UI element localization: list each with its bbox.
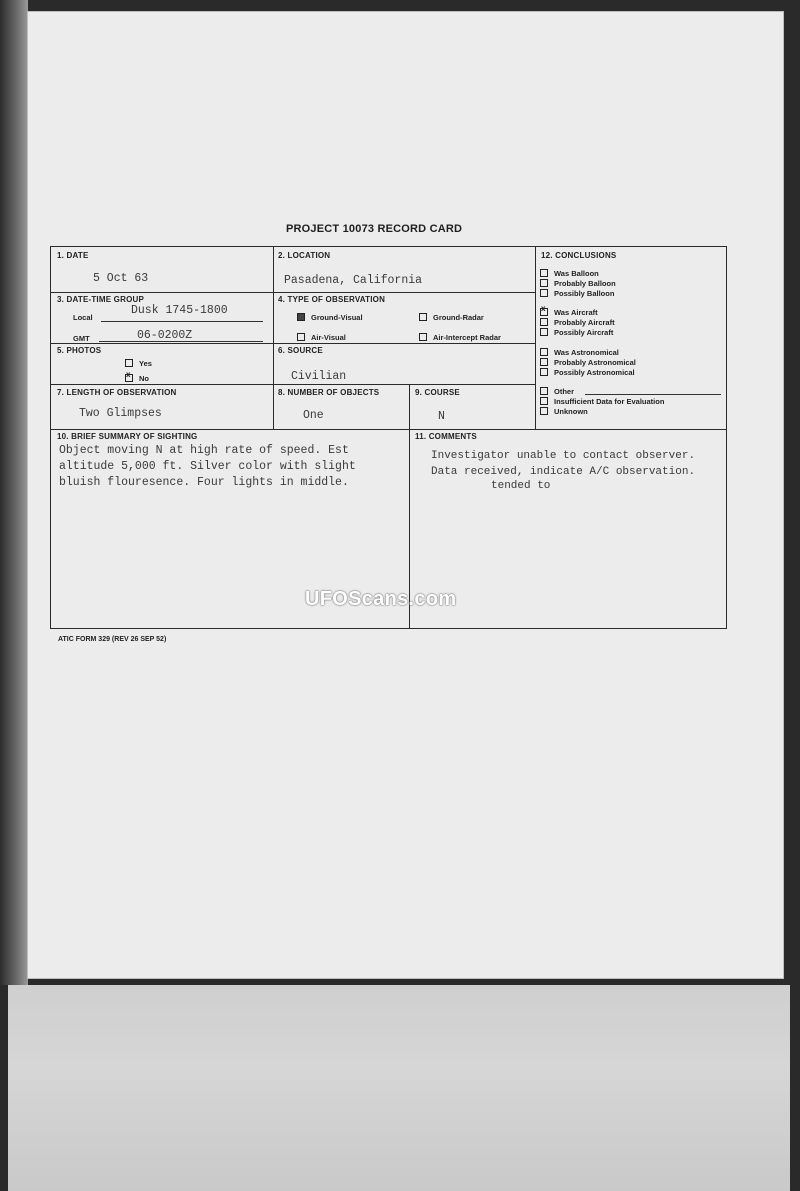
summary-line: Object moving N at high rate of speed. Est (59, 444, 349, 457)
conclusion-item: xWas Aircraft (540, 308, 598, 318)
type-of-observation-label: 4. TYPE OF OBSERVATION (278, 295, 386, 304)
photos-yes-option: Yes (125, 359, 152, 368)
air-visual-option: Air-Visual (297, 333, 346, 342)
comment-line: Data received, indicate A/C observation. (431, 466, 696, 478)
conclusion-item: Probably Aircraft (540, 318, 615, 328)
number-of-objects-label: 8. NUMBER OF OBJECTS (278, 388, 380, 397)
comment-line: Investigator unable to contact observer. (431, 450, 696, 462)
gmt-value: 06-0200Z (137, 329, 193, 342)
conclusion-item: Possibly Aircraft (540, 328, 613, 338)
conclusion-checkbox (540, 348, 548, 356)
conclusion-item: Possibly Astronomical (540, 368, 635, 378)
summary-label: 10. BRIEF SUMMARY OF SIGHTING (57, 432, 198, 441)
conclusion-item: Was Astronomical (540, 348, 619, 358)
location-label: 2. LOCATION (278, 251, 331, 260)
location-value: Pasadena, California (284, 274, 423, 287)
course-value: N (438, 410, 445, 423)
ground-radar-checkbox (419, 313, 427, 321)
length-value: Two Glimpses (79, 407, 162, 420)
ground-radar-option: Ground-Radar (419, 313, 484, 322)
record-card (50, 246, 727, 629)
length-label: 7. LENGTH OF OBSERVATION (57, 388, 177, 397)
conclusion-checkbox (540, 397, 548, 405)
air-intercept-radar-option: Air-Intercept Radar (419, 333, 501, 342)
comments-label: 11. COMMENTS (415, 432, 477, 441)
conclusion-checkbox (540, 269, 548, 277)
air-visual-checkbox (297, 333, 305, 341)
course-label: 9. COURSE (415, 388, 460, 397)
conclusion-checkbox (540, 358, 548, 366)
date-label: 1. DATE (57, 251, 89, 260)
gmt-label: GMT (73, 334, 90, 343)
conclusion-checkbox (540, 279, 548, 287)
photos-no-option: xNo (125, 374, 149, 383)
source-label: 6. SOURCE (278, 346, 323, 355)
conclusion-checkbox (540, 368, 548, 376)
date-time-group-label: 3. DATE-TIME GROUP (57, 295, 145, 304)
photos-no-checkbox (125, 374, 133, 382)
photos-yes-checkbox (125, 359, 133, 367)
summary-line: altitude 5,000 ft. Silver color with slight (59, 460, 356, 473)
comment-line: tended to (491, 480, 551, 492)
source-value: Civilian (291, 370, 347, 383)
local-time-value: Dusk 1745-1800 (131, 304, 228, 317)
scan-edge-shadow (0, 0, 28, 985)
conclusion-item: Unknown (540, 407, 588, 417)
form-number: ATIC FORM 329 (REV 26 SEP 52) (58, 636, 167, 643)
conclusions-label: 12. CONCLUSIONS (541, 251, 617, 260)
watermark: UFOScans.com (305, 588, 457, 610)
underlying-sheet (8, 985, 790, 1191)
air-intercept-radar-checkbox (419, 333, 427, 341)
conclusion-checkbox (540, 328, 548, 336)
number-of-objects-value: One (303, 409, 324, 422)
conclusion-item: Probably Balloon (540, 279, 616, 289)
conclusion-checkbox (540, 318, 548, 326)
conclusion-item: Insufficient Data for Evaluation (540, 397, 664, 407)
conclusion-checkbox (540, 289, 548, 297)
conclusion-checkbox (540, 308, 548, 316)
photos-label: 5. PHOTOS (57, 346, 102, 355)
ground-visual-checkbox (297, 313, 305, 321)
conclusion-item: Was Balloon (540, 269, 599, 279)
ground-visual-option: Ground-Visual (297, 313, 363, 322)
conclusion-item: Probably Astronomical (540, 358, 636, 368)
local-label: Local (73, 313, 93, 322)
summary-line: bluish flouresence. Four lights in middle. (59, 476, 349, 489)
card-title: PROJECT 10073 RECORD CARD (286, 223, 463, 235)
conclusion-checkbox (540, 407, 548, 415)
conclusion-checkbox (540, 387, 548, 395)
conclusion-item: Other (540, 387, 574, 397)
conclusion-item: Possibly Balloon (540, 289, 614, 299)
date-value: 5 Oct 63 (93, 272, 149, 285)
